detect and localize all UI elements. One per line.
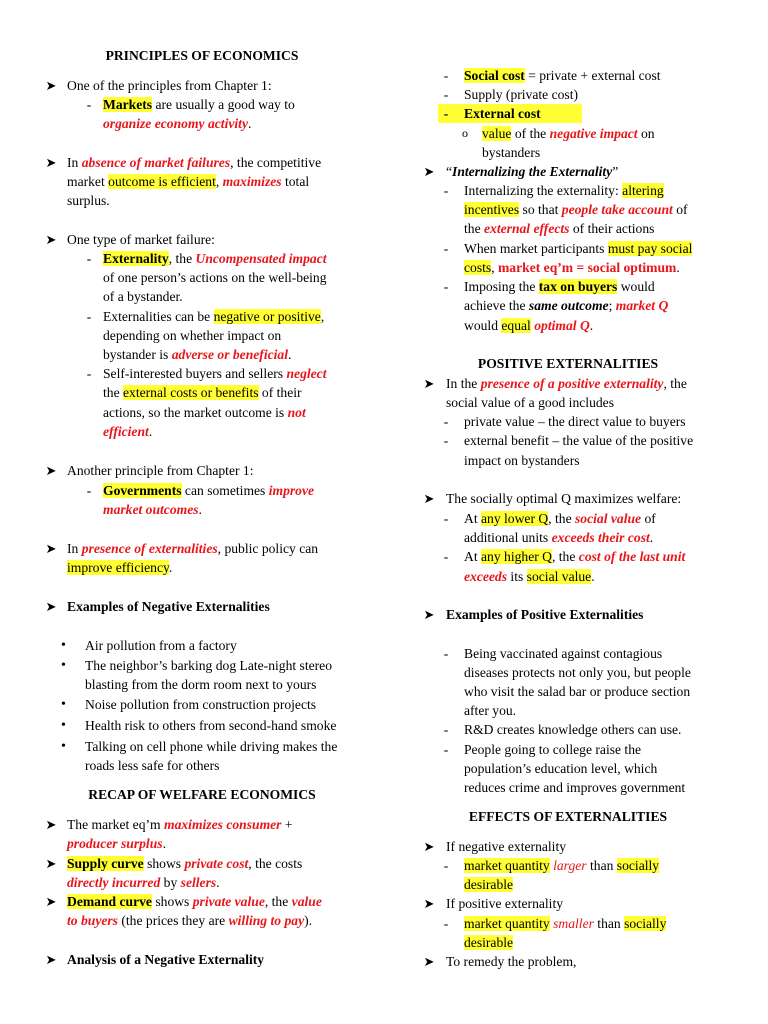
arrow-bullet-icon: ➤ [45,599,57,614]
dash-icon: - [443,87,449,102]
dot-bullet-icon: • [61,658,66,673]
private-value-line: private value – the direct value to buyers [464,414,686,429]
pos-example-line: diseases protects not only you, but people [464,665,691,680]
arrow-bullet-icon: ➤ [423,954,435,969]
externality-def-3: of a bystander. [103,289,183,304]
pos-example-line: population’s education level, which [464,761,658,776]
arrow-bullet-icon: ➤ [45,78,57,93]
arrow-bullet-icon: ➤ [423,376,435,391]
supply-line: Supply (private cost) [464,87,579,102]
negative-effect-detail-1: market quantity larger than socially [464,858,660,873]
external-benefit-line-1: external benefit – the value of the positive [464,433,694,448]
internalizing-heading: “Internalizing the Externality” [446,164,619,179]
dash-icon: - [443,916,449,931]
recap-eqm-line-1: The market eq’m maximizes consumer + [67,817,293,832]
recap-demand-line-1: Demand curve shows private value, the value [67,894,322,909]
dash-icon: - [86,97,92,112]
internalizing-c-2: achieve the same outcome; market Q [464,298,669,313]
remedy-line: To remedy the problem, [446,954,577,969]
negative-examples-heading: Examples of Negative Externalities [67,599,270,614]
arrow-bullet-icon: ➤ [45,856,57,871]
dash-icon: - [443,106,449,121]
arrow-bullet-icon: ➤ [423,839,435,854]
dash-icon: - [86,483,92,498]
dot-bullet-icon: • [61,718,66,733]
recap-demand-line-2: to buyers (the prices they are willing to pay). [67,913,313,928]
dash-icon: - [443,433,449,448]
market-failure-line-3: surplus. [67,193,110,208]
markets-line-2: organize economy activity. [103,116,252,131]
positive-presence-line-1: In the presence of a positive externality, the [446,376,687,391]
socially-optimal-line: The socially optimal Q maximizes welfare: [446,491,682,506]
externality-def-2: of one person’s actions on the well-being [103,270,327,285]
neg-example-item: The neighbor’s barking dog Late-night stereo [85,658,333,673]
dash-icon: - [443,511,449,526]
value-line-2: bystanders [482,145,541,160]
public-policy-line-1: In presence of externalities, public policy can [67,541,319,556]
another-principle: Another principle from Chapter 1: [67,463,254,478]
pos-example-line: reduces crime and improves government [464,780,686,795]
self-interest-line-2: the external costs or benefits of their [103,385,302,400]
internalizing-a-1: Internalizing the externality: altering [464,183,664,198]
neg-example-item: Air pollution from a factory [85,638,237,653]
dash-icon: - [443,241,449,256]
pos-example-line: People going to college raise the [464,742,642,757]
arrow-bullet-icon: ➤ [45,817,57,832]
dash-icon: - [443,68,449,83]
external-cost-line: External cost [464,106,541,121]
pos-example-line: Being vaccinated against contagious [464,646,663,661]
principle-intro: One of the principles from Chapter 1: [67,78,272,93]
positive-effect-detail-2: desirable [464,935,514,950]
analysis-heading: Analysis of a Negative Externality [67,952,265,967]
positive-presence-line-2: social value of a good includes [446,395,614,410]
recap-title: RECAP OF WELFARE ECONOMICS [88,787,316,802]
market-failure-line-1: In absence of market failures, the competitive [67,155,322,170]
internalizing-b-2: costs, market eq’m = social optimum. [464,260,680,275]
arrow-bullet-icon: ➤ [423,607,435,622]
public-policy-line-2: improve efficiency. [67,560,173,575]
neg-example-item-cont: roads less safe for others [85,758,220,773]
arrow-bullet-icon: ➤ [45,155,57,170]
dot-bullet-icon: • [61,638,66,653]
circle-bullet-icon: o [462,126,468,140]
dash-icon: - [443,279,449,294]
dash-icon: - [86,366,92,381]
lower-q-line-2: additional units exceeds their cost. [464,530,654,545]
self-interest-line-4: efficient. [103,424,153,439]
arrow-bullet-icon: ➤ [45,894,57,909]
arrow-bullet-icon: ➤ [423,491,435,506]
governments-line-2: market outcomes. [103,502,202,517]
externality-def-1: Externality, the Uncompensated impact [103,251,327,266]
self-interest-line-1: Self-interested buyers and sellers neglect [103,366,327,381]
dot-bullet-icon: • [61,697,66,712]
neg-pos-line-2: depending on whether impact on [103,328,282,343]
arrow-bullet-icon: ➤ [45,463,57,478]
recap-supply-line-2: directly incurred by sellers. [67,875,220,890]
markets-line: Markets are usually a good way to [103,97,295,112]
governments-line-1: Governments can sometimes improve [103,483,315,498]
arrow-bullet-icon: ➤ [45,232,57,247]
negative-effect-line: If negative externality [446,839,567,854]
self-interest-line-3: actions, so the market outcome is not [103,405,306,420]
positive-externalities-title: POSITIVE EXTERNALITIES [477,356,659,371]
neg-example-item-cont: blasting from the dorm room next to yours [85,677,317,692]
arrow-bullet-icon: ➤ [423,896,435,911]
negative-effect-detail-2: desirable [464,877,514,892]
dash-icon: - [86,251,92,266]
external-benefit-line-2: impact on bystanders [464,453,580,468]
internalizing-a-3: the external effects of their actions [464,221,655,236]
dot-bullet-icon: • [61,739,66,754]
positive-examples-heading: Examples of Positive Externalities [446,607,644,622]
recap-supply-line-1: Supply curve shows private cost, the costs [67,856,303,871]
lower-q-line-1: At any lower Q, the social value of [464,511,656,526]
dash-icon: - [443,722,449,737]
higher-q-line-2: exceeds its social value. [464,569,595,584]
recap-eqm-line-2: producer surplus. [67,836,166,851]
market-failure-type: One type of market failure: [67,232,215,247]
internalizing-b-1: When market participants must pay social [464,241,693,256]
pos-example-line: after you. [464,703,517,718]
arrow-bullet-icon: ➤ [45,952,57,967]
neg-example-item: Noise pollution from construction projects [85,697,317,712]
effects-title: EFFECTS OF EXTERNALITIES [468,809,668,824]
neg-example-item: Talking on cell phone while driving makes the [85,739,338,754]
dash-icon: - [443,742,449,757]
neg-pos-line-1: Externalities can be negative or positive, [103,309,325,324]
social-cost-line: Social cost = private + external cost [464,68,661,83]
page-title: PRINCIPLES OF ECONOMICS [105,48,299,63]
positive-effect-detail-1: market quantity smaller than socially [464,916,667,931]
internalizing-a-2: incentives so that people take account of [464,202,688,217]
neg-pos-line-3: bystander is adverse or beneficial. [103,347,292,362]
dash-icon: - [443,183,449,198]
internalizing-c-1: Imposing the tax on buyers would [464,279,655,294]
dash-icon: - [443,549,449,564]
market-failure-line-2: market outcome is efficient, maximizes total [67,174,310,189]
neg-example-item: Health risk to others from second-hand smoke [85,718,337,733]
dash-icon: - [443,646,449,661]
arrow-bullet-icon: ➤ [423,164,435,179]
dash-icon: - [86,309,92,324]
arrow-bullet-icon: ➤ [45,541,57,556]
value-line-1: value of the negative impact on [482,126,655,141]
pos-example-line: R&D creates knowledge others can use. [464,722,682,737]
internalizing-c-3: would equal optimal Q. [464,318,594,333]
dash-icon: - [443,414,449,429]
pos-example-line: who visit the salad bar or produce section [464,684,691,699]
higher-q-line-1: At any higher Q, the cost of the last unit [464,549,686,564]
dash-icon: - [443,858,449,873]
positive-effect-line: If positive externality [446,896,564,911]
